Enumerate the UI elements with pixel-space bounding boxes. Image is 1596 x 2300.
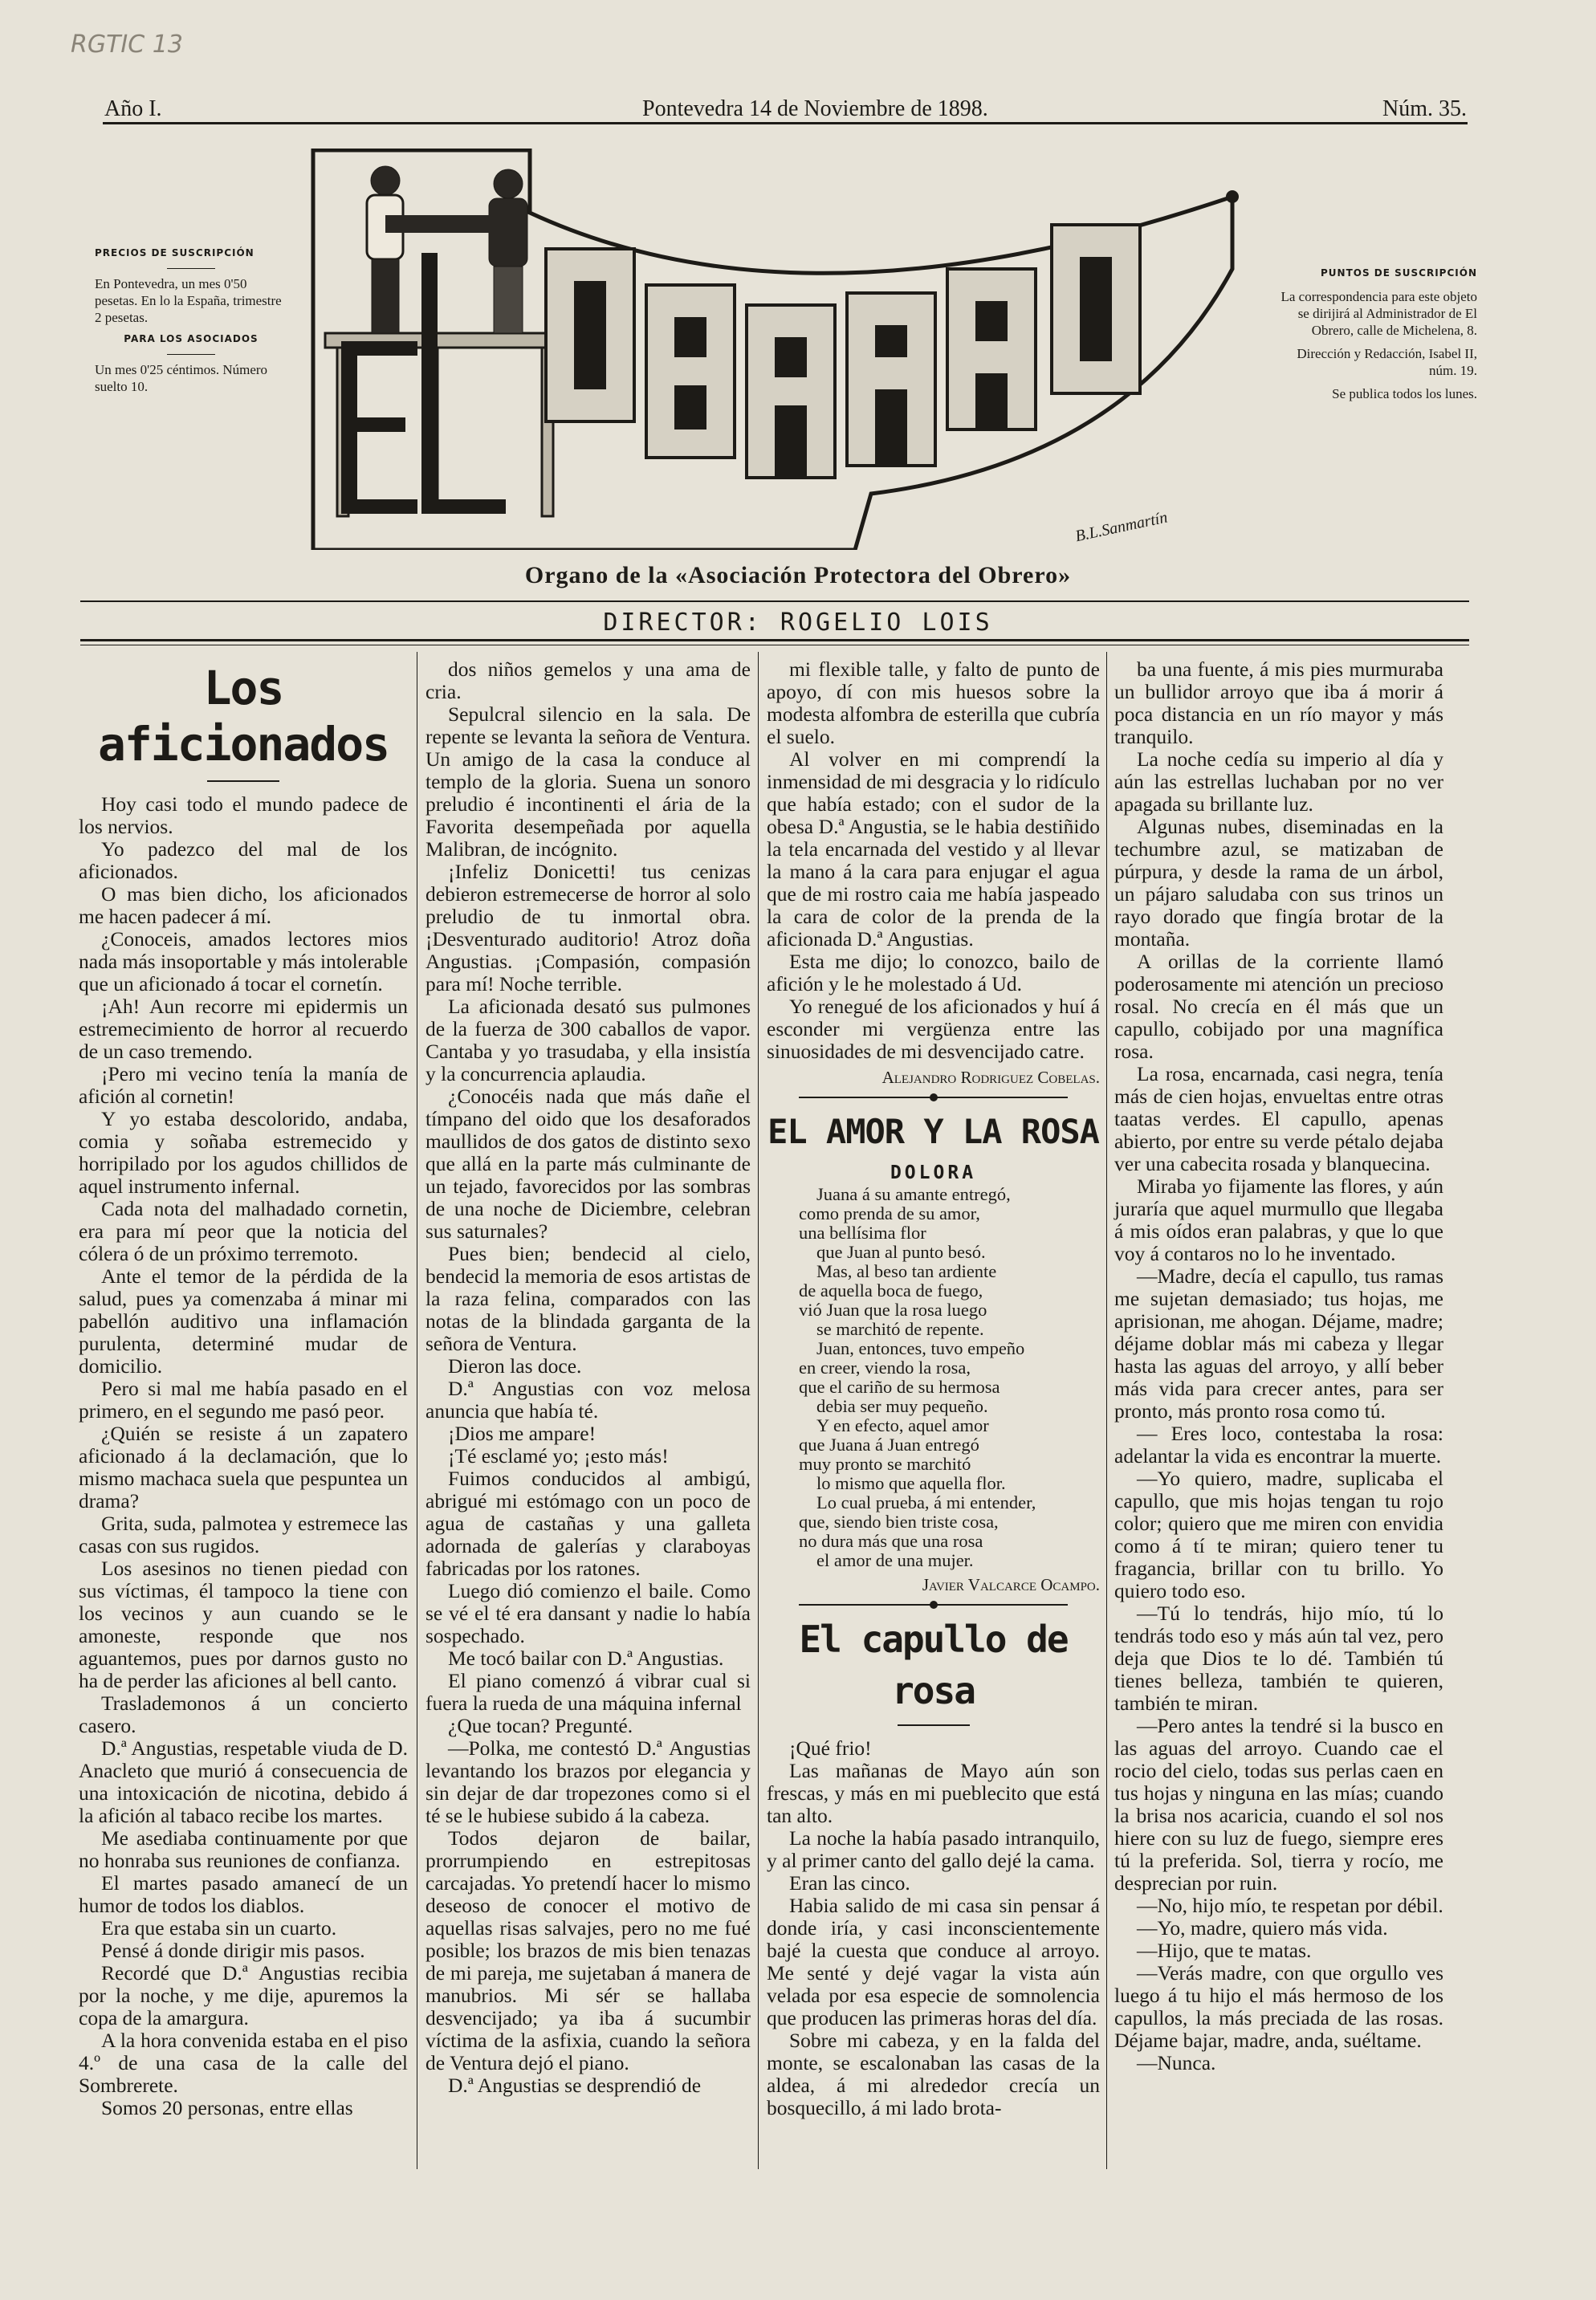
paragraph: ¿Que tocan? Pregunté. <box>448 1714 633 1737</box>
paragraph: —Polka, me contestó D.ª Angustias levantando los brazos por elegancia y sin dejar de dar tropezones como si el té se le hubiese subido á la cabeza. <box>425 1736 751 1827</box>
paragraph: La aficionada desató sus pulmones de la fuerza de 300 caballos de vapor. Cantaba y yo trasudaba, y ella insistía y la concurrencia aplaudia. <box>425 995 751 1085</box>
paragraph: Yo renegué de los aficionados y huí á esconder mi vergüenza entre las sinuosidades de mi desvencijado catre. <box>767 995 1100 1063</box>
paragraph: Yo padezco del mal de los aficionados. <box>79 837 408 883</box>
worker-right-icon <box>489 169 527 333</box>
paragraph: Dieron las doce. <box>448 1354 582 1378</box>
masthead-letters-el <box>341 253 506 514</box>
article-body-aficionados <box>79 793 408 2119</box>
paragraph: Pues bien; bendecid al cielo, bendecid la memoria de esos artistas de la raza felina, comparados con las notas de la blindada garganta de la señora de Ventura. <box>425 1242 751 1355</box>
paragraph: ¡Té esclamé yo; ¡esto más! <box>448 1444 669 1468</box>
paragraph: Sobre mi cabeza, y en la falda del monte, se escalonaban las casas de la aldea, á mi alrededor crecía un bosquecillo, á mi lado brota- <box>767 2029 1100 2119</box>
paragraph: Las mañanas de Mayo aún son frescas, y más en mi pueblecito que está tan alto. <box>767 1759 1100 1827</box>
paragraph: Eran las cinco. <box>789 1871 910 1895</box>
paragraph: —No, hijo mío, te respetan por débil. <box>1137 1894 1443 1917</box>
worker-left-icon <box>367 166 403 333</box>
artist-signature: B.L.Sanmartín <box>1073 508 1170 546</box>
paragraph: Fuimos conducidos al ambigú, abrigué mi estómago con un poco de agua de castañas y una galleta adornada de galerías y claraboyas fabricadas por los ratones. <box>425 1467 751 1580</box>
paragraph: O mas bien dicho, los aficionados me hacen padecer á mí. <box>79 882 408 928</box>
masthead-frame-knob <box>1226 190 1239 203</box>
poem-line: Juan, entonces, tuvo empeño <box>816 1338 1025 1358</box>
paragraph: El piano comenzó á vibrar cual si fuera la rueda de una máquina infernal <box>425 1669 751 1715</box>
paragraph: A orillas de la corriente llamó poderosamente mi atención un precioso rosal. No crecía en él más que un capullo, cobijado por una magnífica rosa. <box>1114 950 1443 1063</box>
poem-line: debia ser muy pequeño. <box>816 1396 988 1416</box>
column-1 <box>79 658 408 2119</box>
paragraph: ¡Infeliz Donicetti! tus cenizas debieron estremecerse de horror al solo preludio de tu inmortal obra. ¡Desventurado auditorio! Atroz doña Angustias. ¡Compasión, compasión para mí! Noche terrible. <box>425 860 751 995</box>
paragraph: Habia salido de mi casa sin pensar á donde iría, y casi inconscientemente bajé la cuesta que conduce al arroyo. Me senté y dejé vagar la vista aún velada por esa especie de somnolencia que producen las primeras horas del día. <box>767 1894 1100 2029</box>
poem-line: de aquella boca de fuego, <box>799 1280 983 1301</box>
column-divider-2 <box>758 652 759 2169</box>
paragraph: Algunas nubes, diseminadas en la techumbre azul, se matizaban de púrpura, y desde la rama de un árbol, un pájaro saludaba con sus trinos un rayo dorado que fingía brotar de la montaña. <box>1114 815 1443 951</box>
paragraph: ¡Qué frio! <box>789 1736 872 1760</box>
poem-line: Y en efecto, aquel amor <box>816 1415 989 1435</box>
paragraph: dos niños gemelos y una ama de cria. <box>425 657 751 703</box>
paragraph: D.ª Angustias con voz melosa anuncia que había té. <box>425 1377 751 1423</box>
paragraph: ¡Pero mi vecino tenía la manía de afición al cornetin! <box>79 1062 408 1108</box>
paragraph: —Verás madre, con que orgullo ves luego á tu hijo el más hermoso de los capullos, la más preciada de las rosas. Déjame bajar, madre, anda, suéltame. <box>1114 1961 1443 2052</box>
paragraph: —Nunca. <box>1137 2051 1216 2074</box>
tagline: Organo de la «Asociación Protectora del Obrero» <box>524 562 1072 588</box>
beam-icon <box>385 215 514 233</box>
header-rule <box>103 122 1468 124</box>
paragraph: El martes pasado amanecí de un humor de todos los diablos. <box>79 1871 408 1917</box>
paragraph: —Hijo, que te matas. <box>1137 1939 1312 1962</box>
paragraph: —Yo, madre, quiero más vida. <box>1137 1916 1388 1940</box>
paragraph: A la hora convenida estaba en el piso 4.º de una casa de la calle del Sombrerete. <box>79 2029 408 2097</box>
article-title-aficionados: Los aficionados <box>97 661 389 771</box>
masthead-illustration <box>309 149 1240 550</box>
paragraph: —Madre, decía el capullo, tus ramas me sujetan demasiado; tus hojas, me aprisionan, me ahogan. Déjame, madre; déjame doblar más mi cabeza y llegar hasta las aguas del arroyo, y allí beber más vida para crecer antes, para ser pronto, más pronto rosa como tú. <box>1114 1264 1443 1423</box>
title-separator <box>207 780 279 782</box>
paragraph: Recordé que D.ª Angustias recibia por la noche, y me dije, apuremos la copa de la amargura. <box>79 1961 408 2029</box>
column-4 <box>1114 658 1443 2074</box>
paragraph: Miraba yo fijamente las flores, y aún juraría que aquel murmullo que llegaba á mis oídos eran palabras, y que lo que voy á contaros no lo he inventado. <box>1114 1174 1443 1265</box>
paragraph: Pero si mal me había pasado en el primero, en el segundo me pasó peor. <box>79 1377 408 1423</box>
paragraph: Traslademonos á un concierto casero. <box>79 1691 408 1737</box>
paragraph: Ante el temor de la pérdida de la salud, pues ya comenzaba á minar mi pabellón auditivo una inflamación purulenta, determiné mudar de domicilio. <box>79 1264 408 1378</box>
poem-line: muy pronto se marchitó <box>799 1454 971 1474</box>
paragraph: ¿Conocéis nada que más dañe el tímpano del oido que los desaforados maullidos de dos gatos de distinto sexo que allá en la parte más culminante de un tejado, favorecidos por las sombras de una noche de Diciembre, celebran sus saturnales? <box>425 1085 751 1243</box>
points-heading: PUNTOS DE SUSCRIPCIÓN <box>1321 267 1477 279</box>
signature-valcarce: Javier Valcarce Ocampo. <box>922 1575 1100 1594</box>
paragraph: ¿Quién se resiste á un zapatero aficionado á la declamación, que lo mismo machaca suela que pespuntea un drama? <box>79 1422 408 1512</box>
poem-line: en creer, viendo la rosa, <box>799 1358 971 1378</box>
poem-line: que el cariño de su hermosa <box>799 1377 1000 1397</box>
paragraph: Esta me dijo; lo conozco, bailo de afición y le he molestado á Ud. <box>767 950 1100 995</box>
poem-line: no dura más que una rosa <box>799 1531 983 1551</box>
paragraph: —Tú lo tendrás, hijo mío, tú lo tendrás todo eso y más aún tal vez, pero deja que Dios te lo dé. También tú tienes belleza, también te quieren, también te miran. <box>1114 1602 1443 1715</box>
poem-title: EL AMOR Y LA ROSA <box>767 1112 1099 1151</box>
section-rule <box>799 1097 1068 1098</box>
column-divider-3 <box>1106 652 1107 2169</box>
poem-line: Lo cual prueba, á mi entender, <box>816 1492 1036 1512</box>
paragraph: La rosa, encarnada, casi negra, tenía más de cien hojas, envueltas entre otras taatas verdes. El capullo, apenas abierto, por entre su verde pétalo dejaba ver una cabecita rosada y blanquecina. <box>1114 1062 1443 1175</box>
paragraph: Los asesinos no tienen piedad con sus víctimas, él tampoco la tiene con los vecinos y aun cuando se le amoneste, responde que nos aguantemos, pues por darnos gusto no ha de perder las aficiones al bell canto. <box>79 1557 408 1692</box>
poem-line: que, siendo bien triste cosa, <box>799 1512 999 1532</box>
paragraph: Luego dió comienzo el baile. Como se vé el té era dansant y nadie lo había sospechado. <box>425 1579 751 1647</box>
points-address: Dirección y Redacción, Isabel II, núm. 19. <box>1297 346 1477 378</box>
paragraph: Era que estaba sin un cuarto. <box>101 1916 337 1940</box>
director-line: DIRECTOR: ROGELIO LOIS <box>603 609 993 637</box>
paragraph: mi flexible talle, y falto de punto de apoyo, dí con mis huesos sobre la modesta alfombra de esterilla que cubría el suelo. <box>767 657 1100 748</box>
subscription-divider <box>167 268 215 269</box>
paragraph: D.ª Angustias se desprendió de <box>448 2074 702 2097</box>
poem-line: lo mismo que aquella flor. <box>816 1473 1006 1493</box>
tagline-rule <box>80 600 1469 602</box>
paragraph: Grita, suda, palmotea y estremece las casas con sus rugidos. <box>79 1512 408 1557</box>
paragraph: —Yo quiero, madre, suplicaba el capullo, que mis hojas tengan tu rojo color; quiero que me miren con envidia como á tí te miran; quiero tener tu fragancia, brillar con tu brillo. Yo quiero todo eso. <box>1114 1467 1443 1602</box>
article-body-capullo-continued <box>1114 658 1443 2074</box>
points-text: La correspondencia para este objeto se dirijirá al Administrador de El Obrero, calle de Michelena, 8. <box>1280 289 1477 338</box>
paragraph: Y yo estaba descolorido, andaba, comia y soñaba estremecido y horripilado por los agudos chillidos de aquel instrumento infernal. <box>79 1107 408 1198</box>
paragraph: Cada nota del malhadado cornetin, era para mí peor que la noticia del cólera ó de un próximo terremoto. <box>79 1197 408 1265</box>
paragraph: Hoy casi todo el mundo padece de los nervios. <box>79 792 408 838</box>
paragraph: —Pero antes la tendré si la busco en las aguas del arroyo. Cuando cae el rocio del cielo, todas sus perlas caen en tus hojas y ninguna en las mías; cuando la brisa nos acaricia, cuando el sol nos hiere con su luz de fuego, siempre eres tú la preferida. Sol, tierra y rocío, me desprecian por ruin. <box>1114 1714 1443 1895</box>
paragraph: La noche cedía su imperio al día y aún las estrellas luchaban por no ver apagada su brillante luz. <box>1114 747 1443 816</box>
paragraph: Al volver en mi comprendí la inmensidad de mi desgracia y lo ridículo que había estado; con el sudor de la obesa D.ª Angustia, se le habia destiñido la tela encarnada del vestido y al llevar la mano á la cara para enjugar el agua que de mi rostro caia me había jaspeado la cara de color de la prenda de la aficionada D.ª Angustias. <box>767 747 1100 951</box>
director-rule <box>80 639 1469 641</box>
subscription-divider-2 <box>167 354 215 355</box>
paragraph: Me asediaba continuamente por que no honraba sus reuniones de confianza. <box>79 1826 408 1872</box>
paragraph: Somos 20 personas, entre ellas <box>101 2096 353 2119</box>
subscription-text: En Pontevedra, un mes 0'50 pesetas. En lo la España, trimestre 2 pesetas. <box>95 276 282 325</box>
poem-body <box>767 1185 1100 1570</box>
poem-line: el amor de una mujer. <box>816 1550 974 1570</box>
poem-subtitle: DOLORA <box>890 1162 977 1183</box>
paragraph: ¿Conoceis, amados lectores mios nada más insoportable y más intolerable que un aficionado á tocar el cornetín. <box>79 927 409 995</box>
points-schedule: Se publica todos los lunes. <box>1332 386 1477 401</box>
article-title-capullo: El capullo de rosa <box>799 1618 1068 1712</box>
title-separator-2 <box>898 1724 970 1726</box>
poem-line: Mas, al beso tan ardiente <box>816 1261 997 1281</box>
issue-date: Pontevedra 14 de Noviembre de 1898. <box>642 96 988 121</box>
article-body-capullo <box>767 1737 1100 2119</box>
subscription-heading-2: PARA LOS ASOCIADOS <box>124 333 259 344</box>
poem-line: vió Juan que la rosa luego <box>799 1300 987 1320</box>
subscription-heading: PRECIOS DE SUSCRIPCIÓN <box>95 247 254 258</box>
poem-line: que Juana á Juan entregó <box>799 1435 979 1455</box>
paragraph: Pensé á donde dirigir mis pasos. <box>101 1939 365 1962</box>
archive-mark: RGTIC 13 <box>71 31 183 59</box>
issue-number: Núm. 35. <box>1382 96 1467 121</box>
column-3 <box>767 658 1100 2119</box>
poem-line: se marchitó de repente. <box>816 1319 984 1339</box>
poem-line: que Juan al punto besó. <box>816 1242 986 1262</box>
article-body-continued <box>425 658 751 2097</box>
poem-line: una bellísima flor <box>799 1223 926 1243</box>
subscription-text-2: Un mes 0'25 céntimos. Número suelto 10. <box>95 362 268 394</box>
article-body-end <box>767 658 1100 1063</box>
paragraph: ba una fuente, á mis pies murmuraba un bullidor arroyo que iba á morir á poca distancia en un río mayor y más tranquilo. <box>1114 657 1443 748</box>
paragraph: Me tocó bailar con D.ª Angustias. <box>448 1647 724 1670</box>
issue-year: Año I. <box>104 96 162 121</box>
points-box <box>1270 265 1477 402</box>
signature-rodriguez: Alejandro Rodriguez Cobelas. <box>881 1068 1100 1087</box>
paragraph: Sepulcral silencio en la sala. De repente se levanta la señora de Ventura. Un amigo de la casa la conduce al templo de la gloria. Suena un sonoro preludio é incontinenti el ária de la Favorita desempeñada por aquella Malibran, de incógnito. <box>425 702 751 861</box>
column-2 <box>425 658 751 2097</box>
paragraph: ¡Ah! Aun recorre mi epidermis un estremecimiento de horror al recuerdo de un caso tremendo. <box>79 995 408 1063</box>
paragraph: La noche la había pasado intranquilo, y al primer canto del gallo dejé la cama. <box>767 1826 1100 1872</box>
paragraph: Todos dejaron de bailar, prorrumpiendo en estrepitosas carcajadas. Yo pretendí hacer lo mismo deseoso de conocer el motivo de aquellas risas salvajes, pero no me fué posible; los brazos de mis bien tenazas de mi pareja, me sujetaban á manera de manubrios. Mi sér se hallaba desvencijado; ya iba á sucumbir víctima de la asfixia, cuando la señora de Ventura dejó el piano. <box>425 1826 751 2074</box>
paragraph: D.ª Angustias, respetable viuda de D. Anacleto que murió á consecuencia de una intoxicación de nicotina, debido á la afición al tabaco recibe los martes. <box>79 1736 408 1827</box>
section-rule-2 <box>799 1604 1068 1606</box>
paragraph: — Eres loco, contestaba la rosa: adelantar la vida es encontrar la muerte. <box>1114 1422 1443 1468</box>
subscription-box <box>95 245 287 395</box>
masthead-letters-obrero <box>546 225 1140 478</box>
paragraph: ¡Dios me ampare! <box>448 1422 596 1445</box>
poem-line: Juana á su amante entregó, <box>816 1184 1011 1204</box>
poem-line: como prenda de su amor, <box>799 1203 980 1223</box>
